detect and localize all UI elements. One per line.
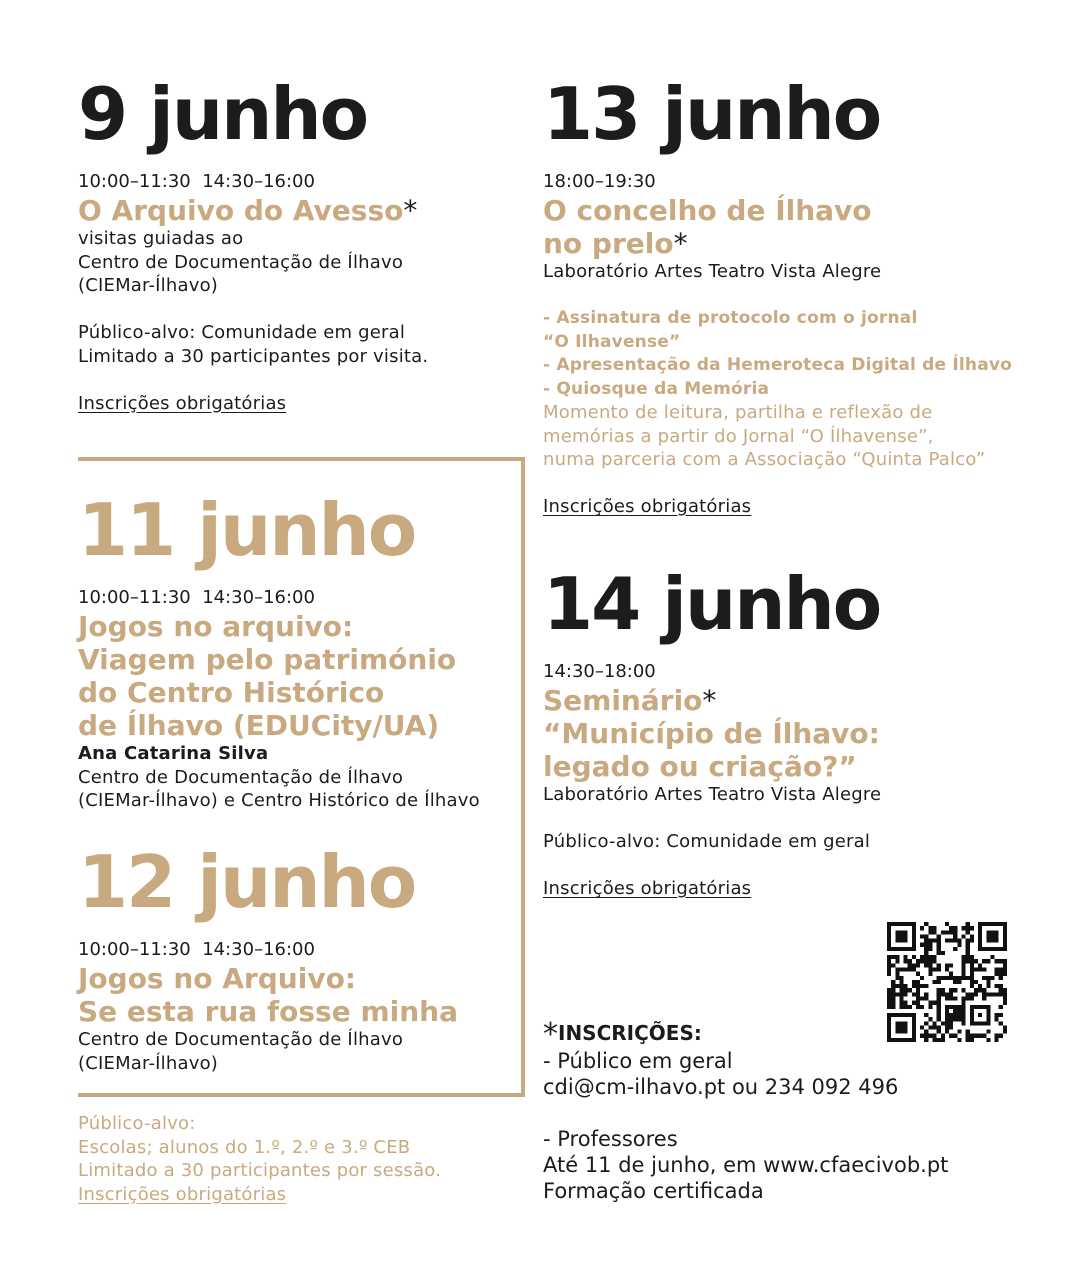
- registration-row: [543, 495, 1063, 519]
- event-venue: Laboratório Artes Teatro Vista Alegre: [543, 784, 882, 805]
- event-time: 10:00–11:30 14:30–16:00: [78, 171, 315, 192]
- event-desc: visitas guiadas ao Centro de Documentação de Ílhavo (CIEMar-Ílhavo): [78, 228, 404, 296]
- event-title: Jogos no arquivo: Viagem pelo património do Centro Histórico de Ílhavo (EDUCity/UA): [78, 610, 457, 742]
- event-venue: Centro de Documentação de Ílhavo (CIEMar-Ílhavo) e Centro Histórico de Ílhavo: [78, 766, 480, 811]
- event-14-junho: [543, 562, 1063, 901]
- event-13-junho: [543, 72, 1063, 519]
- event-9-junho: [78, 72, 518, 415]
- event-time: 18:00–19:30: [543, 171, 656, 192]
- date-heading: 9 junho: [78, 72, 368, 156]
- registration-row: [543, 877, 1063, 901]
- asterisk-mark: *: [403, 194, 418, 227]
- event-audience: Público-alvo: Comunidade em geral Limitado a 30 participantes por visita.: [78, 322, 429, 367]
- registration-link[interactable]: Inscrições obrigatórias: [543, 496, 752, 517]
- registration-link[interactable]: Inscrições obrigatórias: [78, 392, 287, 414]
- event-title: Seminário* “Município de Ílhavo: legado ou criação?”: [543, 684, 880, 783]
- website-line[interactable]: Até 11 de junho, em www.cfaecivob.pt: [543, 1153, 949, 1177]
- registration-lines: - Público em geral cdi@cm-ilhavo.pt ou 234 092 496 - Professores Até 11 de junho, em www.cfaecivob.pt Formação certificada: [543, 1049, 949, 1203]
- event-venue: Laboratório Artes Teatro Vista Alegre: [543, 261, 882, 282]
- asterisk-mark: *: [673, 227, 688, 260]
- school-audience: Público-alvo: Escolas; alunos do 1.º, 2.º e 3.º CEB Limitado a 30 participantes por sessão. Inscrições obrigatórias: [78, 1113, 442, 1205]
- registration-info: [543, 1017, 1063, 1204]
- date-heading: 13 junho: [543, 72, 881, 156]
- event-time: 10:00–11:30 14:30–16:00: [78, 939, 315, 960]
- event-title: Jogos no Arquivo: Se esta rua fosse minha: [78, 962, 458, 1028]
- event-12-junho: [78, 840, 518, 1075]
- asterisk-mark: *: [543, 1017, 558, 1052]
- date-heading: 14 junho: [543, 562, 881, 646]
- date-heading: 12 junho: [78, 840, 416, 924]
- event-11-junho: [78, 488, 518, 813]
- event-program: - Assinatura de protocolo com o jornal “O Ilhavense” - Apresentação da Hemeroteca Digital de Ílhavo - Quiosque da Memória: [543, 308, 1013, 399]
- registration-link[interactable]: Inscrições obrigatórias: [78, 1183, 287, 1205]
- event-audience: Público-alvo: Comunidade em geral: [543, 831, 871, 852]
- event-author: Ana Catarina Silva: [78, 743, 269, 764]
- registration-link[interactable]: Inscrições obrigatórias: [543, 878, 752, 899]
- event-title: O Arquivo do Avesso*: [78, 194, 418, 227]
- registration-row: [78, 392, 518, 416]
- event-desc: Momento de leitura, partilha e reflexão de memórias a partir do Jornal “O Ílhavense”, numa parceria com a Associação “Quinta Palco”: [543, 402, 986, 470]
- event-time: 10:00–11:30 14:30–16:00: [78, 587, 315, 608]
- event-title: O concelho de Ílhavo no prelo*: [543, 194, 872, 260]
- registration-heading: *INSCRIÇÕES:: [543, 1017, 702, 1052]
- asterisk-mark: *: [702, 684, 717, 717]
- contact-line[interactable]: cdi@cm-ilhavo.pt ou 234 092 496: [543, 1075, 899, 1099]
- event-time: 14:30–18:00: [543, 661, 656, 682]
- date-heading: 11 junho: [78, 488, 416, 572]
- event-venue: Centro de Documentação de Ílhavo (CIEMar-Ílhavo): [78, 1029, 404, 1074]
